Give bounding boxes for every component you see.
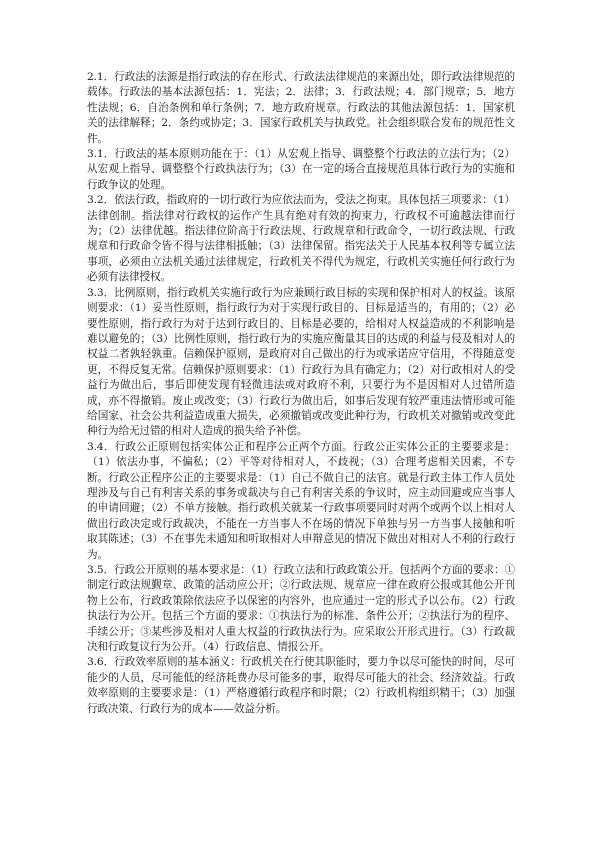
paragraph-administration-by-law: 3.2．依法行政，指政府的一切行政行为应依法而为，受法之拘束。具体包括三项要求：（1）法律创制。指法律对行政权的运作产生具有绝对有效的拘束力，行政权不可逾越法律而行为；（2）法律优越。指法律位阶高于行政法规、行政规章和行政命令，一切行政法规、行政规章和行政命令皆不得与法律相抵触；（3）法律保留。指宪法关于人民基本权利等专属立法事项，必须由立法机关通过法律规定，行政机关不得代为规定，行政机关实施任何行政行为必须有法律授权。 [87, 194, 515, 284]
paragraph-fairness-principle: 3.4．行政公正原则包括实体公正和程序公正两个方面。行政公正实体公正的主要要求是：（1）依法办事，不偏私；（2）平等对待相对人，不歧视；（3）合理考虑相关因素，不专断。行政公正程序公正的主要要求是：（1）自己不做自己的法官。就是行政主体工作人员处理涉及与自己有利害关系的事务或裁决与自己有利害关系的争议时，应主动回避或应当事人的申请回避；（2）不单方接触。指行政机关就某一行政事项要同时对两个或两个以上相对人做出行政决定或行政裁决，不能在一方当事人不在场的情况下单独与另一方当事人接触和听取其陈述；（3）不在事先未通知和听取相对人申辩意见的情况下做出对相对人不利的行政行为。 [87, 440, 515, 561]
paragraph-proportionality-principle: 3.3．比例原则，指行政机关实施行政行为应兼顾行政目标的实现和保护相对人的权益。该原则要求：（1）妥当性原则，指行政行为对于实现行政目的、目标是适当的，有用的；（2）必要性原则，指行政行为对于达到行政目的、目标是必要的，给相对人权益造成的不利影响是难以避免的；（3）比例性原则，指行政行为的实施应衡量其目的达成的利益与侵及相对人的权益二者孰轻孰重。信赖保护原则，是政府对自己做出的行为或承诺应守信用，不得随意变更，不得反复无常。信赖保护原则要求：（1）行政行为具有确定力；（2）对行政相对人的受益行为做出后，事后即使发现有轻微违法或对政府不利，只要行为不是因相对人过错所造成，亦不得撤销。废止或改变；（3）行政行为做出后，如事后发现有较严重违法情形或可能给国家、社会公共利益造成重大损失，必须撤销或改变此种行为，行政机关对撤销或改变此种行为给无过错的相对人造成的损失给予补偿。 [87, 286, 515, 438]
paragraph-function-of-basic-principles: 3.1．行政法的基本原则功能在于：（1）从宏观上指导、调整整个行政法的立法行为；（2）从宏观上指导、调整整个行政执法行为；（3）在一定的场合直接规范具体行政行为的实施和行政争议的处理。 [87, 148, 515, 191]
paragraph-efficiency-principle: 3.6．行政效率原则的基本涵义：行政机关在行使其职能时，要力争以尽可能快的时间，尽可能少的人员，尽可能低的经济耗费办尽可能多的事，取得尽可能大的社会、经济效益。行政效率原则的主要要求是：（1）严格遵循行政程序和时限；（2）行政机构组织精干；（3）加强行政决策、行政行为的成本——效益分析。 [87, 656, 515, 715]
document-page [87, 70, 515, 717]
paragraph-sources-of-administrative-law: 2.1．行政法的法源是指行政法的存在形式、行政法法律规范的来源出处，即行政法律规范的载体。行政法的基本法源包括：1．宪法；2．法律；3．行政法规；4．部门规章；5．地方性法规；6．自治条例和单行条例；7．地方政府规章。行政法的其他法源包括：1．国家机关的法律解释；2．条约或协定；3．国家行政机关与执政党。社会组织联合发布的规范性文件。 [87, 71, 515, 145]
paragraph-openness-principle: 3.5．行政公开原则的基本要求是：（1）行政立法和行政政策公开。包括两个方面的要求：①制定行政法规觐章、政策的活动应公开；②行政法规、规章应一律在政府公报或其他公开刊物上公布，行政政策除依法应予以保密的内容外，也应通过一定的形式予以公布。（2）行政执法行为公开。包括三个方面的要求：①执法行为的标准、条件公开；②执法行为的程序、手续公开；③某些涉及相对人重大权益的行政执法行为。应采取公开形式进行。（3）行政裁决和行政复议行为公开。（4）行政信息、情报公开。 [87, 564, 515, 654]
